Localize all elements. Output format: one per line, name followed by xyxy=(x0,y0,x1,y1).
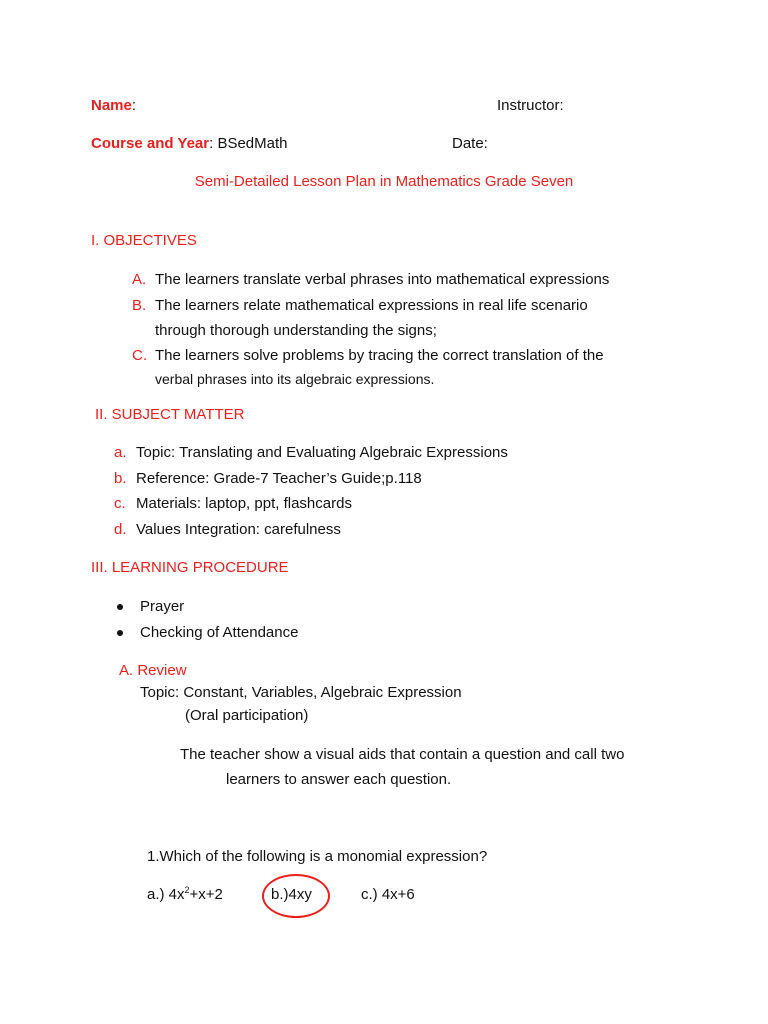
subject-marker-b: b. xyxy=(114,470,127,487)
subject-reference: Reference: Grade-7 Teacher’s Guide;p.118 xyxy=(136,470,422,487)
review-heading: A. Review xyxy=(119,662,187,679)
procedure-heading: III. LEARNING PROCEDURE xyxy=(91,559,289,576)
review-instruction: The teacher show a visual aids that contain a question and call two xyxy=(180,746,625,763)
option-a-suffix: +x+2 xyxy=(189,886,223,903)
objective-b-text: The learners relate mathematical expressions in real life scenario xyxy=(155,297,588,314)
subject-marker-d: d. xyxy=(114,521,127,538)
bullet-attendance: Checking of Attendance xyxy=(140,624,299,641)
subject-values: Values Integration: carefulness xyxy=(136,521,341,538)
bullet-prayer: Prayer xyxy=(140,598,185,615)
option-c: c.) 4x+6 xyxy=(361,886,415,903)
objective-marker-a: A. xyxy=(132,271,147,288)
subject-marker-a: a. xyxy=(114,444,127,461)
review-topic: Topic: Constant, Variables, Algebraic Expression xyxy=(140,684,462,701)
objective-a-text: The learners translate verbal phrases into mathematical expressions xyxy=(155,271,610,288)
subject-materials: Materials: laptop, ppt, flashcards xyxy=(136,495,352,512)
option-b: b.)4xy xyxy=(271,886,312,903)
date-label: Date: xyxy=(452,135,488,152)
question-text: 1.Which of the following is a monomial expression? xyxy=(147,848,488,865)
name-label: Name xyxy=(91,97,132,114)
subject-marker-c: c. xyxy=(114,495,126,512)
objective-marker-c: C. xyxy=(132,347,147,364)
objective-c-text: The learners solve problems by tracing the correct translation of the xyxy=(155,347,604,364)
subject-topic: Topic: Translating and Evaluating Algebraic Expressions xyxy=(136,444,508,461)
review-instruction-cont: learners to answer each question. xyxy=(226,771,452,788)
objective-b-text-cont: through thorough understanding the signs; xyxy=(155,322,437,339)
name-colon: : xyxy=(131,97,137,114)
instructor-label: Instructor: xyxy=(497,97,564,114)
review-participation: (Oral participation) xyxy=(185,707,309,724)
name-field xyxy=(91,96,136,116)
bullet-icon xyxy=(117,604,123,610)
option-a xyxy=(147,885,223,905)
objective-marker-b: B. xyxy=(132,297,147,314)
objective-c-text-cont: verbal phrases into its algebraic expressions. xyxy=(155,371,435,387)
course-label: Course and Year xyxy=(91,135,210,152)
bullet-icon xyxy=(117,630,123,636)
page-title: Semi-Detailed Lesson Plan in Mathematics Grade Seven xyxy=(194,173,574,190)
objectives-heading: I. OBJECTIVES xyxy=(91,232,197,249)
subject-matter-heading: II. SUBJECT MATTER xyxy=(95,406,245,423)
course-value: : BSedMath xyxy=(209,135,288,152)
course-field xyxy=(91,134,288,154)
option-a-exponent: 2 xyxy=(184,885,190,895)
option-a-prefix: a.) 4x xyxy=(147,886,185,903)
